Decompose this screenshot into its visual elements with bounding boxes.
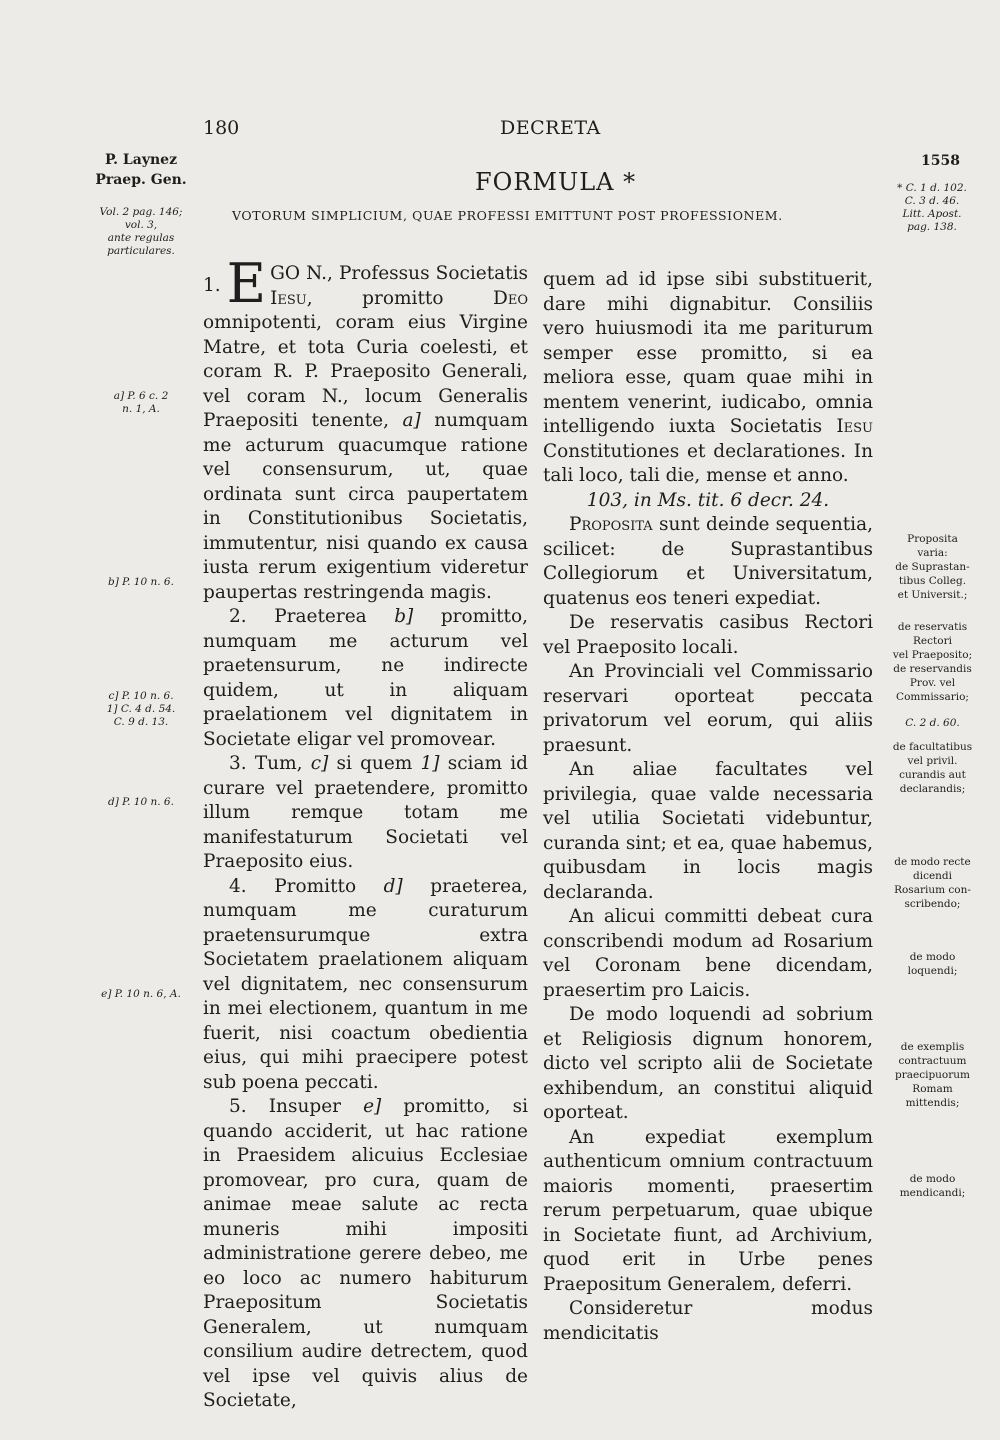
note-line: ante regulas	[107, 232, 175, 244]
note-line: contractuum	[898, 1055, 967, 1067]
side-note-7	[880, 1040, 985, 1110]
note-line: declarandis;	[899, 783, 966, 795]
text-span: sunt deinde sequentia, scilicet: de Suprastantibus Collegiorum et Universitatum, quatenus eos teneri expediat.	[543, 514, 873, 609]
note-line: vol. 3,	[124, 219, 158, 231]
paragraph-5	[203, 1095, 528, 1414]
footnote-mark: b]	[394, 606, 414, 627]
note-line: de Suprastan-	[895, 561, 970, 573]
side-note-5	[880, 855, 985, 911]
note-line: de modo recte	[894, 856, 971, 868]
author-heading	[86, 150, 196, 190]
footnote-mark: d]	[383, 875, 403, 897]
paragraph-exemplum: An expediat exemplum authenticum omnium contractuum maioris momenti, praesertim rerum perpetuarum, quae ubique in Societate fiunt, ad Archivium, quod erit in Urbe penes Praepositum Generalem, deferri.	[543, 1126, 873, 1295]
note-line: vel privil.	[907, 755, 958, 767]
note-line: 1] C. 4 d. 54.	[106, 703, 176, 715]
note-line: Vol. 2 pag. 146;	[99, 206, 183, 218]
column-left	[203, 252, 528, 1414]
left-note-e: e] P. 10 n. 6, A.	[101, 988, 181, 1000]
text-span: promitto, si quando acciderit, ut hac ratione in Praesidem alicuius Ecclesiae promovear, pro cura, quam de animae meae salute ac recta muneris mihi impositi administratione gerere debeo, me eo loco ac numero habiturum Praepositum Societatis Generalem, ut numquam consilium audire detrectem, quod vel ipse vel quivis alius de Societate,	[203, 1096, 528, 1411]
side-note-6	[880, 950, 985, 978]
note-line: tibus Colleg.	[898, 575, 967, 587]
note-line: Prov. vel	[909, 677, 956, 689]
paragraph-4	[203, 875, 528, 1096]
drop-cap: E	[226, 252, 267, 315]
note-line: de exemplis	[900, 1041, 965, 1053]
paragraph-facultates: An aliae facultates vel privilegia, quae valde necessaria vel utilia Societati videbuntur, curanda sint; et ea, quae habemus, quibusdam in locis magis declaranda.	[543, 759, 873, 903]
footnote-mark: a]	[402, 410, 421, 431]
author-name: P. Laynez	[104, 152, 178, 168]
note-line: vel Praeposito;	[892, 649, 973, 661]
left-note-c	[86, 690, 196, 729]
paragraph-1	[203, 252, 528, 605]
text-span: omnipotenti, coram eius Virgine Matre, et tota Curia coelesti, et coram R. P. Praeposito Generali, vel coram N., locum Generalis Praepositi tenente,	[203, 312, 528, 431]
note-line: mendicandi;	[899, 1187, 966, 1199]
side-note-2	[880, 620, 985, 704]
text-span: si quem	[328, 753, 421, 774]
note-line: curandis aut	[899, 769, 966, 781]
ref-line: pag. 138.	[907, 221, 957, 233]
section-title: FORMULA *	[475, 168, 637, 196]
paragraph-3	[203, 752, 528, 875]
note-line: et Universit.;	[897, 589, 968, 601]
footnote-mark: 1]	[420, 753, 440, 774]
note-line: c] P. 10 n. 6.	[108, 690, 174, 702]
text-span: N., Professus Societatis	[300, 263, 528, 284]
column-right	[543, 268, 873, 1346]
paragraph-proposita	[543, 513, 873, 611]
ref-line: C. 3 d. 46.	[904, 195, 960, 207]
small-caps-text: Deo	[493, 287, 528, 309]
small-caps-text: Iesu	[270, 287, 307, 309]
side-note-3: C. 2 d. 60.	[905, 717, 960, 729]
text-span: , promitto	[306, 287, 494, 309]
left-note-d: d] P. 10 n. 6.	[108, 796, 174, 808]
note-line: scribendo;	[904, 898, 961, 910]
paragraph-rosarium: An alicui committi debeat cura conscribendi modum ad Rosarium vel Coronam bene dicendam, praesertim pro Laicis.	[543, 906, 873, 1001]
right-refs	[882, 182, 982, 234]
text-span: Constitutiones et declarationes. In tali loco, tali die, mense et anno.	[543, 440, 873, 486]
year: 1558	[921, 153, 960, 169]
text-span: 3. Tum,	[229, 753, 311, 774]
note-line: varia:	[917, 547, 948, 559]
text-span: numquam me acturum quacumque ratione vel consensurum, ut, quae ordinata sunt circa paupertatem in Constitutionibus Societatis, immutentur, nisi quando ex causa iusta rerum exigentium videretur paupertas restringenda magis.	[203, 410, 528, 603]
note-line: de reservandis	[893, 663, 972, 675]
left-note-source	[86, 206, 196, 258]
left-note-a	[86, 390, 196, 416]
decree-heading: 103, in Ms. tit. 6 decr. 24.	[586, 489, 830, 511]
note-line: de reservatis	[897, 621, 968, 633]
note-line: Rectori	[913, 635, 952, 647]
text-span: 4. Promitto	[229, 875, 384, 897]
note-line: n. 1, A.	[122, 403, 160, 415]
paragraph-2	[203, 605, 528, 752]
note-line: Proposita	[907, 533, 958, 545]
side-note-1	[880, 532, 985, 602]
footnote-mark: e]	[363, 1096, 382, 1117]
text-span: sciam id curare vel praetendere, promitto illum remque totam me manifestaturum Societati vel Praeposito eius.	[203, 753, 528, 872]
note-line: de facultatibus	[892, 741, 973, 753]
side-note-4	[880, 740, 985, 796]
note-line: particulares.	[107, 245, 175, 257]
note-line: de modo	[909, 1173, 956, 1185]
footnote-mark: c]	[310, 753, 329, 774]
section-subtitle: VOTORUM SIMPLICIUM, QUAE PROFESSI EMITTUNT POST PROFESSIONEM.	[232, 208, 783, 223]
ref-line: Litt. Apost.	[902, 208, 962, 220]
small-caps-text: Iesu	[836, 416, 873, 437]
page-number: 180	[203, 117, 240, 139]
paragraph-loquendi: De modo loquendi ad sobrium et Religiosis dignum honorem, dicto vel scripto alii de Societate exhibendum, an constitui aliquid oporteat.	[543, 1004, 873, 1123]
note-line: Rosarium con-	[894, 884, 971, 896]
note-line: mittendis;	[905, 1097, 960, 1109]
ref-line: * C. 1 d. 102.	[897, 182, 967, 194]
small-caps-text: Proposita	[569, 514, 653, 535]
note-line: praecipuorum	[895, 1069, 970, 1081]
left-note-b: b] P. 10 n. 6.	[108, 576, 174, 588]
paragraph-reservatis: De reservatis casibus Rectori vel Praeposito locali.	[543, 612, 873, 658]
note-line: Commissario;	[896, 691, 969, 703]
running-head: DECRETA	[500, 117, 601, 139]
note-line: dicendi	[912, 870, 953, 882]
text-span: promitto, numquam me acturum vel praetensurum, ne indirecte quidem, ut in aliquam praelationem vel dignitatem in Societate eligar vel promovear.	[203, 606, 528, 750]
paragraph-mendicitatis: Consideretur modus mendicitatis	[543, 1298, 873, 1344]
paragraph-continued	[543, 268, 873, 489]
small-caps-text: GO	[270, 263, 301, 284]
note-line: C. 9 d. 13.	[113, 716, 169, 728]
note-line: loquendi;	[907, 965, 958, 977]
text-span: quem ad id ipse sibi substituerit, dare mihi dignabitur. Consiliis vero huiusmodi ita me pariturum semper esse promitto, si ea meliora esse, quam quae mihi in mentem venerint, iudicabo, omnia intelligendo iuxta Societatis	[543, 269, 873, 437]
note-line: de modo	[909, 951, 956, 963]
paragraph-number: 1.	[203, 275, 221, 296]
text-span: praeterea, numquam me curaturum praetensurumque extra Societatem praelationem aliquam vel dignitatem, nec consensurum in mei electionem, quantum in me fuerit, nisi coactum obedientia eius, qui mihi praecipere potest sub poena peccati.	[203, 875, 528, 1093]
paragraph-provinciali: An Provinciali vel Commissario reservari oporteat peccata privatorum vel eorum, qui aliis praesunt.	[543, 661, 873, 756]
author-title: Praep. Gen.	[95, 172, 187, 188]
side-note-8	[880, 1172, 985, 1200]
note-line: a] P. 6 c. 2	[113, 390, 169, 402]
note-line: Romam	[912, 1083, 953, 1095]
text-span: 2. Praeterea	[229, 606, 395, 627]
text-span: 5. Insuper	[229, 1096, 364, 1117]
